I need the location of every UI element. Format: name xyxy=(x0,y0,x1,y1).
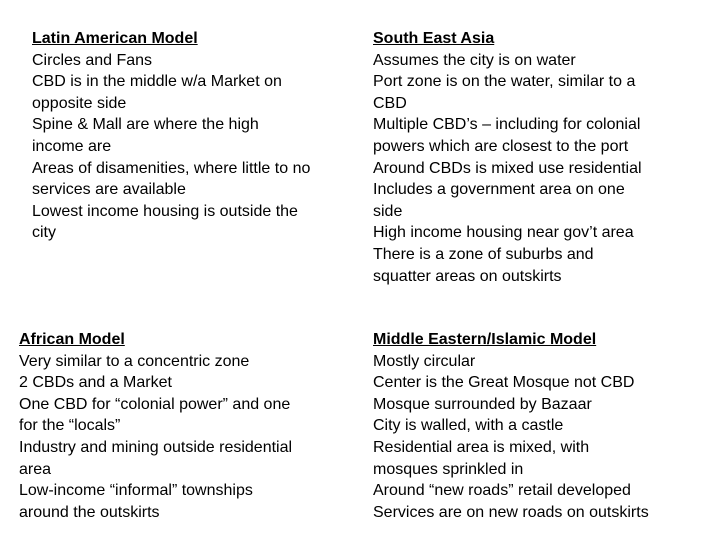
african-heading: African Model xyxy=(19,331,125,348)
south-east-asia-line: High income housing near gov’t area xyxy=(373,224,634,242)
middle-eastern-model-section xyxy=(373,329,649,523)
middle-eastern-line: Residential area is mixed, with xyxy=(373,438,590,456)
african-line: for the “locals” xyxy=(19,417,121,435)
latin-american-line: city xyxy=(32,224,56,242)
south-east-asia-line: Includes a government area on one xyxy=(373,181,625,199)
south-east-asia-line: Assumes the city is on water xyxy=(373,51,576,69)
south-east-asia-line: powers which are closest to the port xyxy=(373,137,629,155)
south-east-asia-line: side xyxy=(373,202,403,220)
african-line: area xyxy=(19,460,52,478)
latin-american-line: Spine & Mall are where the high xyxy=(32,116,259,134)
african-line: Very similar to a concentric zone xyxy=(19,352,250,370)
latin-american-line: Circles and Fans xyxy=(32,51,153,69)
middle-eastern-line: Center is the Great Mosque not CBD xyxy=(373,374,635,392)
middle-eastern-line: mosques sprinkled in xyxy=(373,460,524,478)
south-east-asia-line: Port zone is on the water, similar to a xyxy=(373,73,636,91)
middle-eastern-line: Mostly circular xyxy=(373,352,476,370)
african-model-section xyxy=(19,329,292,523)
african-line: One CBD for “colonial power” and one xyxy=(19,395,291,413)
middle-eastern-heading: Middle Eastern/Islamic Model xyxy=(373,331,597,348)
latin-american-line: Lowest income housing is outside the xyxy=(32,202,298,220)
african-line: Industry and mining outside residential xyxy=(19,438,293,456)
latin-american-line: CBD is in the middle w/a Market on xyxy=(32,73,282,91)
south-east-asia-line: There is a zone of suburbs and xyxy=(373,245,594,263)
african-line: 2 CBDs and a Market xyxy=(19,374,172,392)
latin-american-line: Areas of disamenities, where little to no xyxy=(32,159,311,177)
middle-eastern-line: Services are on new roads on outskirts xyxy=(373,503,649,521)
latin-american-model-section xyxy=(32,28,310,244)
south-east-asia-line: Around CBDs is mixed use residential xyxy=(373,159,642,177)
latin-american-line: opposite side xyxy=(32,94,127,112)
south-east-asia-line: CBD xyxy=(373,94,407,112)
south-east-asia-section xyxy=(373,28,642,287)
latin-american-line: income are xyxy=(32,137,112,155)
african-line: Low-income “informal” townships xyxy=(19,482,253,500)
middle-eastern-line: Around “new roads” retail developed xyxy=(373,482,631,500)
middle-eastern-line: City is walled, with a castle xyxy=(373,417,564,435)
south-east-asia-line: squatter areas on outskirts xyxy=(373,267,562,285)
south-east-asia-line: Multiple CBD’s – including for colonial xyxy=(373,116,641,134)
south-east-asia-heading: South East Asia xyxy=(373,30,495,47)
latin-american-line: services are available xyxy=(32,181,186,199)
latin-american-heading: Latin American Model xyxy=(32,30,198,47)
african-line: around the outskirts xyxy=(19,503,160,521)
middle-eastern-line: Mosque surrounded by Bazaar xyxy=(373,395,592,413)
